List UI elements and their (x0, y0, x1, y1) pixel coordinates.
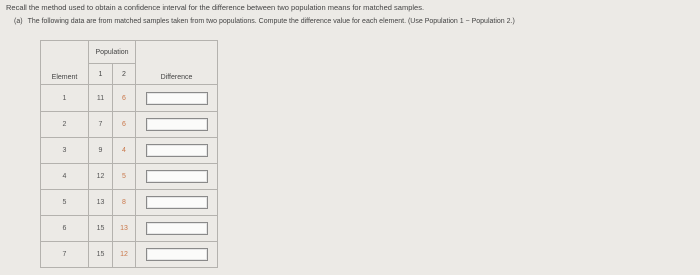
difference-input-6[interactable] (146, 222, 208, 235)
difference-cell (136, 164, 218, 190)
difference-input-7[interactable] (146, 248, 208, 261)
difference-cell (136, 216, 218, 242)
element-cell: 3 (41, 138, 89, 164)
difference-cell (136, 85, 218, 112)
table-row (41, 242, 218, 268)
element-cell: 5 (41, 190, 89, 216)
question-text: The following data are from matched samples taken from two populations. Compute the difference value for each element. (Use Population 1 − Population 2.) (27, 18, 515, 25)
element-cell: 7 (41, 242, 89, 268)
difference-input-4[interactable] (146, 170, 208, 183)
population-2-cell: 13 (113, 216, 136, 242)
question-prompt (14, 18, 515, 25)
difference-column-header: Difference (136, 41, 218, 85)
table-row (41, 85, 218, 112)
population-header: Population (89, 41, 136, 64)
population-2-cell: 6 (113, 85, 136, 112)
difference-cell (136, 242, 218, 268)
element-column-header: Element (41, 41, 89, 85)
population-2-cell: 4 (113, 138, 136, 164)
table-row (41, 216, 218, 242)
population-1-cell: 7 (89, 112, 113, 138)
population-1-header: 1 (89, 64, 113, 85)
population-1-cell: 12 (89, 164, 113, 190)
question-part-label: (a) (14, 18, 23, 25)
difference-input-5[interactable] (146, 196, 208, 209)
intro-text: Recall the method used to obtain a confidence interval for the difference between two population means for matched samples. (6, 3, 425, 12)
population-2-cell: 12 (113, 242, 136, 268)
population-1-cell: 11 (89, 85, 113, 112)
difference-cell (136, 138, 218, 164)
population-2-cell: 5 (113, 164, 136, 190)
difference-cell (136, 190, 218, 216)
matched-samples-table (40, 40, 218, 268)
population-1-cell: 13 (89, 190, 113, 216)
population-1-cell: 9 (89, 138, 113, 164)
table-row (41, 164, 218, 190)
population-2-cell: 8 (113, 190, 136, 216)
difference-cell (136, 112, 218, 138)
element-cell: 6 (41, 216, 89, 242)
difference-input-2[interactable] (146, 118, 208, 131)
population-1-cell: 15 (89, 216, 113, 242)
element-cell: 2 (41, 112, 89, 138)
population-1-cell: 15 (89, 242, 113, 268)
difference-input-1[interactable] (146, 92, 208, 105)
table-row (41, 138, 218, 164)
difference-input-3[interactable] (146, 144, 208, 157)
table-row (41, 112, 218, 138)
table-row (41, 190, 218, 216)
element-cell: 4 (41, 164, 89, 190)
population-2-cell: 6 (113, 112, 136, 138)
population-2-header: 2 (113, 64, 136, 85)
element-cell: 1 (41, 85, 89, 112)
